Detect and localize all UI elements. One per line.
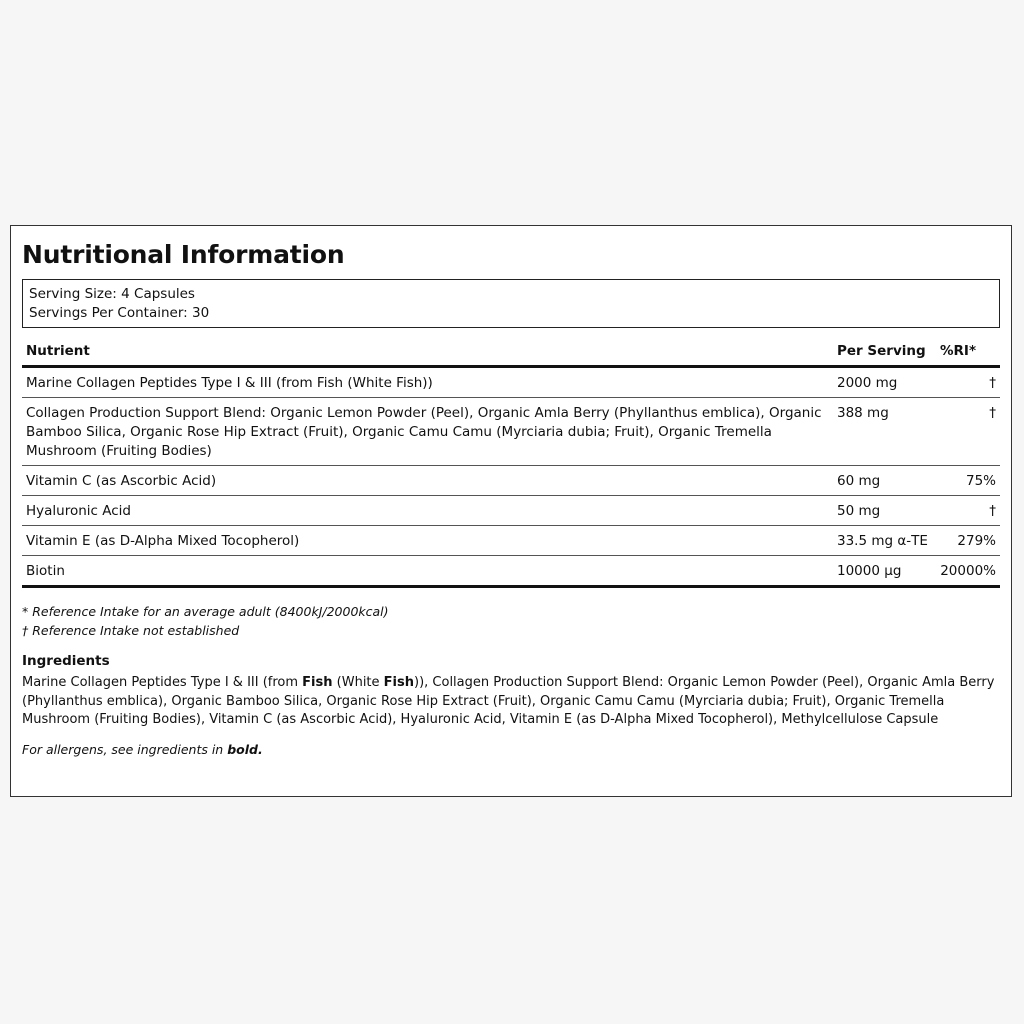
nutrient-amount: 388 mg: [833, 398, 936, 466]
nutrient-name: Marine Collagen Peptides Type I & III (from Fish (White Fish)): [22, 367, 833, 398]
allergen-note-bold: bold.: [227, 741, 263, 757]
nutrient-ri: 75%: [936, 466, 1000, 496]
nutrient-amount: 2000 mg: [833, 367, 936, 398]
footnotes: [22, 602, 1000, 640]
ingredients-heading: Ingredients: [22, 653, 110, 669]
nutrient-name: Vitamin E (as D-Alpha Mixed Tocopherol): [22, 526, 833, 556]
serving-info-box: [22, 279, 1000, 328]
dagger-footnote: † Reference Intake not established: [22, 623, 240, 638]
nutrient-amount: 33.5 mg α-TE: [833, 526, 936, 556]
nutrient-ri: †: [936, 398, 1000, 466]
nutrient-name: Biotin: [22, 556, 833, 587]
header-per-serving: Per Serving: [833, 338, 936, 367]
ingredients-part: (White: [332, 675, 384, 690]
table-header-row: [22, 338, 1000, 367]
nutrient-ri: †: [936, 496, 1000, 526]
table-row: [22, 496, 1000, 526]
allergen-note-text: For allergens, see ingredients in: [22, 741, 228, 757]
ingredients-part: )), Collagen Production Support Blend: Organic Lemon Powder (Peel), Organic Amla Berry (Phyllanthus emblica), Organic Bamboo Silica, Organic Rose Hip Extract (Fruit), Organic Camu Camu (Myrciaria dubia; Fruit), Organic Tremella Mushroom (Fruiting Bodies), Vitamin C (as Ascorbic Acid), Hyaluronic Acid, Vitamin E (as D-Alpha Mixed Tocopherol), Methylcellulose Capsule: [22, 675, 995, 727]
nutrient-name: Collagen Production Support Blend: Organic Lemon Powder (Peel), Organic Amla Berry (Phyllanthus emblica), Organic Bamboo Silica, Organic Rose Hip Extract (Fruit), Organic Camu Camu (Myrciaria dubia; Fruit), Organic Tremella Mushroom (Fruiting Bodies): [22, 398, 833, 466]
nutrient-ri: 279%: [936, 526, 1000, 556]
table-row: [22, 367, 1000, 398]
nutrient-name: Hyaluronic Acid: [22, 496, 833, 526]
nutrient-amount: 50 mg: [833, 496, 936, 526]
page-title: Nutritional Information: [22, 240, 345, 269]
nutrient-table: [22, 338, 1000, 588]
nutrient-amount: 10000 µg: [833, 556, 936, 587]
nutrition-panel: [10, 225, 1012, 797]
servings-per-container: Servings Per Container: 30: [29, 305, 210, 321]
table-row: [22, 526, 1000, 556]
nutrient-name: Vitamin C (as Ascorbic Acid): [22, 466, 833, 496]
ri-footnote: * Reference Intake for an average adult (8400kJ/2000kcal): [22, 604, 389, 619]
header-nutrient: Nutrient: [22, 338, 833, 367]
nutrient-ri: †: [936, 367, 1000, 398]
allergen-bold: Fish: [302, 675, 333, 690]
table-row: [22, 398, 1000, 466]
nutrient-ri: 20000%: [936, 556, 1000, 587]
ingredients-part: Marine Collagen Peptides Type I & III (from: [22, 675, 303, 690]
header-ri: %RI*: [936, 338, 1000, 367]
serving-size: Serving Size: 4 Capsules: [29, 286, 195, 302]
nutrient-amount: 60 mg: [833, 466, 936, 496]
ingredients-text: [22, 674, 1000, 730]
table-row: [22, 466, 1000, 496]
allergen-bold: Fish: [383, 675, 414, 690]
table-row: [22, 556, 1000, 587]
allergen-note: [22, 742, 1000, 757]
